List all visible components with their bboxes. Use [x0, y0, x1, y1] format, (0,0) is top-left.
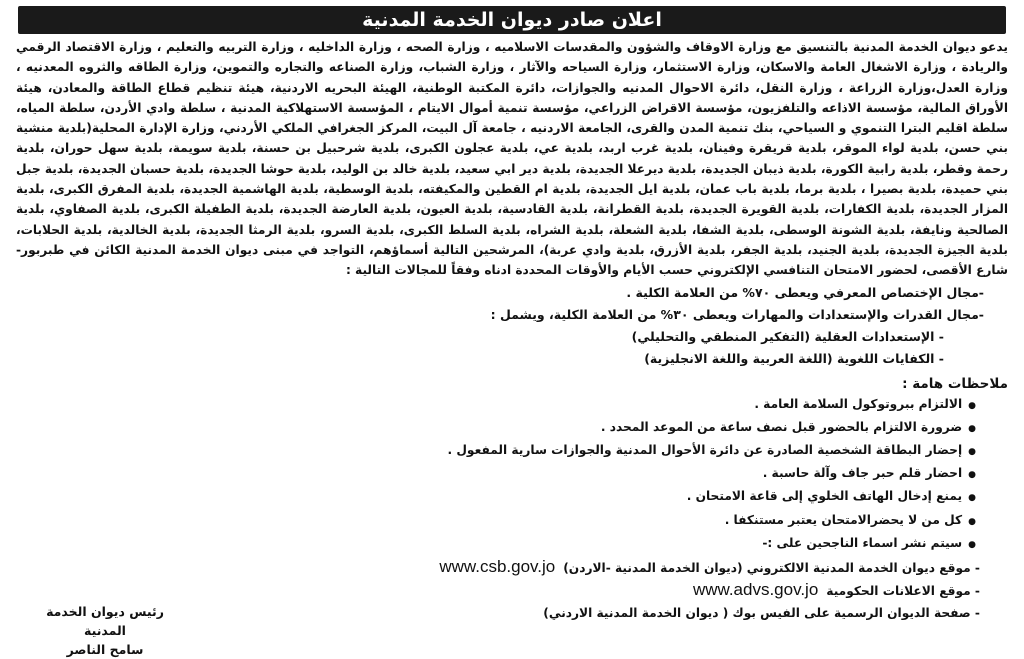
publication-csb: [10, 556, 980, 579]
advs-website-link[interactable]: www.advs.gov.jo: [692, 579, 819, 599]
intro-line: التالية أسماؤهم، التواجد في مبنى ديوان الخدمة المدنية الكائن في طبربور- شارع الأقصى، لحضور الامتحان التنافسي الإلكتروني حسب الأيام والأوقات المحددة ادناه وفقاً للمجالات التالية :: [16, 242, 1008, 278]
note-text: الالتزام ببروتوكول السلامة العامة .: [754, 396, 963, 411]
sub-field-language: - الكفايات اللغوية (اللغة العربية واللغة الانجليزية): [644, 350, 944, 366]
note-item: [10, 533, 976, 556]
note-item: [10, 417, 976, 440]
announcement-title: اعلان صادر ديوان الخدمة المدنية: [18, 6, 1006, 34]
publication-advs: [10, 579, 980, 602]
signature-block: [30, 602, 180, 659]
intro-line: الجديدة، بلدية القطرانة، بلدية القادسية، بلدية العيون، بلدية العارضة الجديدة، بلدية الطفيلة الكبرى، بلدية الصفاوي، بلدية الصالحية ونايفة، بلدية الشونة الوسطى، بلدية الشفا، بلدية الشعلة،: [16, 202, 1009, 237]
note-text: احضار قلم حبر جاف وآلة حاسبة .: [762, 466, 963, 481]
intro-line: والجوازات، دائرة المكتبة الوطنية، الهيئة البحريه الاردنية، هيئة تنظيم قطاع الطاقة والمعادن، هيئة الأوراق المالية، مؤسسة الاذاعه والتلفزيون، مؤسسة الاقراض الزراعي، مؤسسة تنمية أموال الايتام ،: [16, 80, 1008, 115]
note-item: [10, 440, 976, 463]
publication-label: - موقع الاعلانات الحكومية: [826, 583, 980, 598]
intro-line: الإدارة المحلية(بلدية منشية بني حسن، بلدية لواء الموقر، بلدية قريقرة وفينان، بلدية غرب اربد، بلدية عي، بلدية عجلون الكبرى، بلدية شرحبيل بن حسنة، بلدية سويمة، بلدية سهل حوران، بلدية: [16, 121, 1008, 156]
bullet-icon: ●: [968, 516, 976, 527]
intro-line: المؤسسة الاستهلاكية المدنية ، سلطة وادي الأردن، سلطة المياه، سلطة اقليم البترا التنموي و السياحي، بنك تنمية المدن والقرى، الجامعة الاردنيه ، جامعة آل البيت، المركز الجغرافي الملكي الأردني، وزارة: [16, 100, 1009, 136]
intro-line: بصيرا ، بلدية برما، بلدية باب عمان، بلدية ايل الجديدة، بلدية ام القطين والمكيفته، بلدية الوسطية، بلدية الهاشمية الجديدة، بلدية المفرق الكبرى، بلدية المزار الجديدة، بلدية الكفارات، بلدية القويرة: [16, 182, 1008, 217]
note-text: إحضار البطاقة الشخصية الصادرة عن دائرة الأحوال المدنية والجوازات سارية المفعول .: [447, 442, 963, 457]
note-text: سيتم نشر اسماء الناجحين على :-: [762, 535, 963, 550]
note-item: [10, 463, 976, 486]
intro-line: رحمة وقطر، بلدية رابية الكورة، بلدية ذيبان الجديدة، بلدية ديرعلا الجديدة، بلدية دير ابي سعيد، بلدية خالد بن الوليد، بلدية حوشا الجديدة، بلدية حسبان الجديدة، بلدية جبل بني حميدة، بلدية: [16, 161, 1008, 197]
bullet-icon: ●: [968, 470, 976, 481]
bullet-icon: ●: [968, 400, 976, 411]
note-item: [10, 510, 976, 533]
bullet-icon: ●: [968, 493, 976, 504]
intro-paragraph: [16, 37, 1008, 281]
field-abilities: -مجال القدرات والإستعدادات والمهارات ويعطى ٣٠% من العلامة الكلية، ويشمل :: [490, 306, 984, 322]
csb-website-link[interactable]: www.csb.gov.jo: [439, 556, 556, 576]
exam-fields: [10, 282, 984, 370]
intro-line: والاسكان، وزارة الاستثمار، وزارة السياحه والآثار ، وزارة الشباب، وزارة الصناعه والتجاره والتموين، وزارة الطاقه والثروه المعدنيه ، وزارة العدل،وزارة الزراعة ، وزارة النقل، دائرة الاحوال المدنيه: [16, 60, 1008, 95]
field-knowledge: -مجال الإختصاص المعرفي ويعطى ٧٠% من العلامة الكلية .: [626, 284, 984, 300]
intro-line: بلدية الشراه، بلدية السلط الكبرى، بلدية السرو، بلدية الرمثا الجديدة، بلدية الخالدية، بلدية الحلابات، بلدية الجيزة الجديدة، بلدية الجنيد، بلدية الجفر، بلدية الأزرق، بلدية وادي عربة)، المرشحين: [16, 222, 1008, 257]
signature-title: رئيس ديوان الخدمة المدنية: [46, 604, 164, 638]
note-item: [10, 486, 976, 509]
note-item: [10, 394, 976, 417]
sub-field-mental: - الإستعدادات العقلية (التفكير المنطقي والتحليلي): [631, 328, 944, 344]
bullet-icon: ●: [968, 539, 976, 550]
notes-heading: ملاحظات هامة :: [902, 375, 1008, 392]
signature-name: سامح الناصر: [66, 642, 144, 657]
publication-label: - صفحة الديوان الرسمية على الفيس بوك ( ديوان الخدمة المدنية الاردني): [543, 605, 980, 620]
bullet-icon: ●: [968, 446, 976, 457]
bullet-icon: ●: [968, 423, 976, 434]
note-text: كل من لا يحضرالامتحان يعتبر مستنكفا .: [724, 512, 963, 527]
notes-list: [10, 394, 1014, 556]
intro-line: يدعو ديوان الخدمة المدنية بالتنسيق مع وزارة الاوقاف والشؤون والمقدسات الاسلاميه ، وزارة الصحه ، وزارة الداخليه ، وزارة التربيه والتعليم ، وزارة الاقتصاد الرقمي والريادة ، وزارة الاشغال العامة: [16, 40, 1008, 75]
note-text: يمنع إدخال الهاتف الخلوي إلى قاعة الامتحان .: [686, 489, 963, 504]
publication-label: - موقع ديوان الخدمة المدنية الالكتروني (ديوان الخدمة المدنية -الاردن): [563, 560, 980, 575]
note-text: ضرورة الالتزام بالحضور قبل نصف ساعة من الموعد المحدد .: [600, 419, 963, 434]
